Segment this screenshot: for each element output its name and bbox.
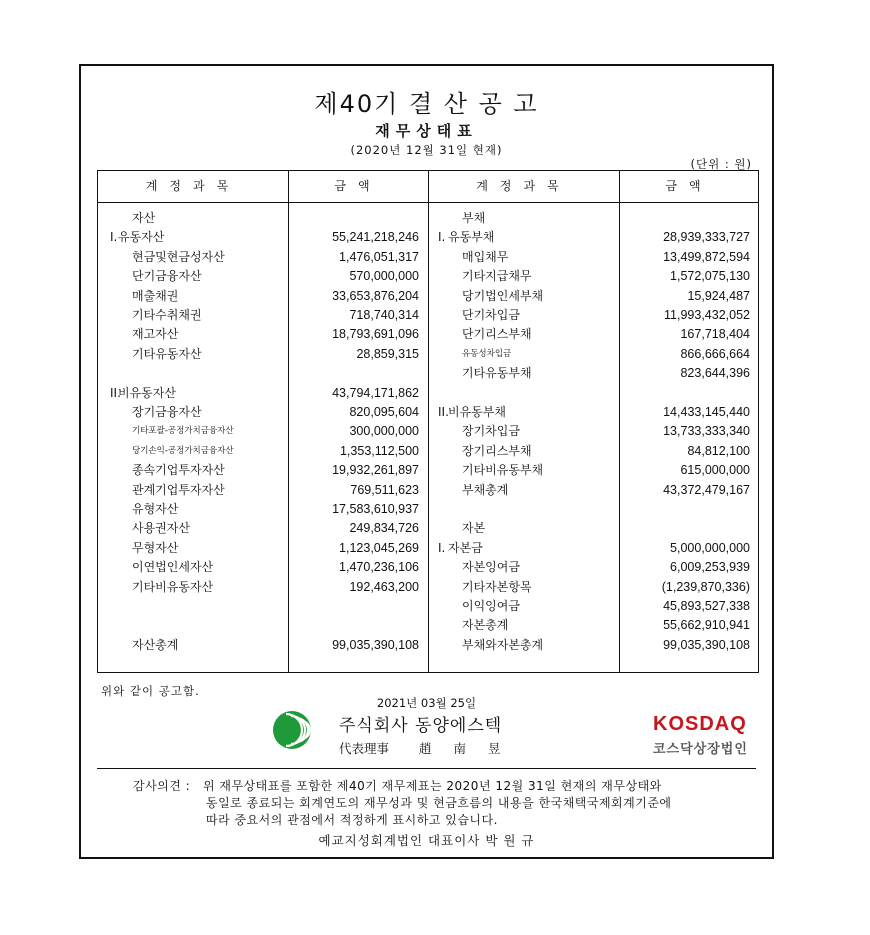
notice-frame [79, 64, 774, 859]
account-name: 기타비유동자산 [132, 579, 214, 594]
account-name: 유동부채 [448, 230, 495, 245]
account-amount: 43,372,479,167 [663, 482, 750, 497]
audit-label: 감사의견 : [133, 779, 191, 793]
total-assets-amount: 99,035,390,108 [332, 638, 419, 652]
account-amount: 615,000,000 [680, 463, 750, 478]
company-name: 주식회사 동양에스텍 [339, 716, 503, 736]
account-name: 장기차입금 [462, 424, 520, 439]
kosdaq-logo: KOSDAQ [653, 713, 747, 735]
total-liab-equity-label: 부채와자본총계 [462, 638, 544, 652]
company-logo-icon [272, 710, 312, 750]
header-right-amount: 금액 [665, 179, 713, 193]
account-amount: 1,353,112,500 [339, 443, 419, 458]
account-amount: 28,859,315 [356, 346, 419, 361]
statement-title: 재무상태표 [375, 122, 478, 140]
account-name: 자본총계 [462, 618, 509, 633]
unit-label: (단위 : 원) [690, 157, 752, 171]
account-amount: 55,662,910,941 [663, 618, 750, 633]
account-amount: 13,733,333,340 [663, 424, 750, 439]
total-assets-label: 자산총계 [132, 638, 179, 652]
account-amount: 866,666,664 [680, 346, 750, 361]
account-name: 사용권자산 [132, 521, 190, 536]
account-amount: 1,476,051,317 [339, 249, 419, 264]
account-amount: 19,932,261,897 [332, 463, 419, 478]
account-name: 기타포괄-공정가치금융자산 [132, 426, 234, 437]
account-name: 장기리스부채 [462, 443, 532, 458]
account-name: 자본 [462, 521, 486, 536]
account-name: 기타자본항목 [462, 579, 532, 594]
account-name: 자본금 [448, 540, 483, 555]
account-amount: 769,511,623 [350, 482, 419, 497]
footnote: 위와 같이 공고함. [101, 684, 200, 698]
account-amount: 1,123,045,269 [339, 540, 419, 555]
header-left-account: 계정과목 [145, 179, 241, 193]
account-name: 매출채권 [132, 288, 179, 303]
auditor-signature: 예교지성회계법인 대표이사 박 원 규 [318, 833, 535, 848]
balance-sheet-table [97, 170, 759, 673]
ceo-title: 代表理事 [339, 741, 390, 756]
account-name: 유동자산 [118, 230, 165, 245]
ceo-line [339, 739, 523, 757]
account-amount: 13,499,872,594 [663, 249, 750, 264]
account-amount: 28,939,333,727 [663, 230, 750, 245]
account-amount: 15,924,487 [687, 288, 750, 303]
audit-opinion [133, 778, 672, 829]
section-divider [97, 768, 756, 769]
issue-date: 2021년 03월 25일 [376, 696, 477, 710]
account-amount: 570,000,000 [349, 269, 419, 284]
account-amount: 823,644,396 [680, 366, 750, 381]
account-amount: 6,009,253,939 [670, 560, 750, 575]
account-amount: 11,993,432,052 [664, 308, 750, 322]
audit-line-2: 동일로 종료되는 회계연도의 재무성과 및 현금흐름의 내용을 한국채택국제회계기준에 [206, 796, 672, 810]
account-name: 자산 [132, 211, 156, 225]
account-name: 이연법인세자산 [132, 560, 214, 575]
account-amount: 192,463,200 [349, 579, 419, 594]
account-name: 단기금융자산 [132, 269, 202, 284]
account-name: 기타수취채권 [132, 308, 202, 322]
ceo-name-2: 南 [453, 741, 467, 756]
header-divider [98, 202, 758, 203]
ceo-name-3: 昱 [488, 741, 501, 756]
account-name: 부채총계 [462, 482, 509, 497]
account-name: 기타유동부채 [462, 366, 532, 381]
account-name: 단기차입금 [462, 308, 520, 322]
audit-line-1: 위 재무상태표를 포함한 제40기 재무제표는 2020년 12월 31일 현재의 재무상태와 [203, 779, 662, 793]
audit-line-3: 따라 중요서의 관점에서 적정하게 표시하고 있습니다. [206, 813, 498, 827]
account-amount: 55,241,218,246 [332, 230, 419, 245]
roman-numeral: II. [438, 405, 449, 419]
account-name: 이익잉여금 [462, 599, 520, 613]
account-amount: 1,572,075,130 [670, 269, 750, 284]
roman-numeral: I. [438, 230, 446, 245]
account-amount: 1,470,236,106 [339, 560, 419, 575]
account-name: 자본잉여금 [462, 560, 520, 575]
account-name: 단기리스부채 [462, 327, 532, 342]
account-amount: 33,653,876,204 [332, 288, 419, 303]
header-right-account: 계정과목 [476, 179, 571, 193]
account-name: 부채 [462, 211, 486, 225]
account-name: 유형자산 [132, 502, 179, 516]
notice-title: 제40기 결 산 공 고 [314, 90, 539, 118]
account-name: 비유동부채 [448, 405, 506, 419]
account-amount: 820,095,604 [349, 405, 419, 419]
as-of-date: (2020년 12월 31일 현재) [350, 143, 503, 157]
account-amount: 17,583,610,937 [332, 502, 419, 516]
account-amount: 167,718,404 [680, 327, 750, 342]
account-amount: 43,794,171,862 [332, 385, 419, 400]
account-name: 무형자산 [132, 540, 179, 555]
account-name: 기타지급채무 [462, 269, 532, 284]
account-amount: 45,893,527,338 [663, 599, 750, 613]
ceo-name-1: 趙 [419, 741, 432, 756]
account-name: 비유동자산 [118, 385, 176, 400]
account-amount: 5,000,000,000 [670, 540, 750, 555]
account-name: 유동성차입금 [462, 348, 512, 359]
account-amount: (1,239,870,336) [661, 579, 750, 594]
account-name: 현금및현금성자산 [132, 249, 225, 264]
roman-numeral: I. [110, 230, 118, 245]
account-name: 매입채무 [462, 249, 509, 264]
column-divider [428, 171, 429, 672]
header-left-amount: 금액 [334, 179, 382, 193]
account-amount: 718,740,314 [349, 308, 419, 322]
account-name: 재고자산 [132, 327, 179, 342]
account-name: 당기법인세부채 [462, 288, 544, 303]
account-name: 기타비유동부채 [462, 463, 544, 478]
account-name: 관계기업투자자산 [132, 482, 225, 497]
roman-numeral: II. [110, 385, 121, 400]
account-amount: 18,793,691,096 [332, 327, 419, 342]
account-name: 장기금융자산 [132, 405, 202, 419]
account-name: 종속기업투자자산 [132, 463, 225, 478]
roman-numeral: I. [438, 540, 446, 555]
account-amount: 249,834,726 [349, 521, 419, 536]
account-amount: 14,433,145,440 [663, 405, 750, 419]
account-amount: 300,000,000 [349, 424, 419, 439]
account-name: 당기손익-공정가치금융자산 [132, 445, 234, 456]
kosdaq-sublabel: 코스닥상장법인 [653, 742, 748, 757]
account-amount: 84,812,100 [687, 443, 750, 458]
total-liab-equity-amount: 99,035,390,108 [663, 638, 750, 652]
account-name: 기타유동자산 [132, 346, 202, 361]
